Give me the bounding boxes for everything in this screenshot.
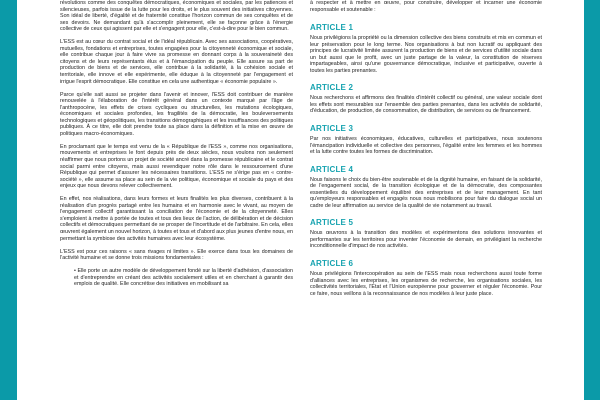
- article-4-text: Nous faisons le choix du bien-être soutenable et de la dignité humaine, en faisant de la solidarité, de l'engagement social, de la transition écologique et de la démocratie, des composantes essentielles du développement équilibré des entreprises et de leur management. En tant qu'employeurs responsables et engagés nous nous mobilisons pour faire du dialogue social un cadre de leur affirmation au service de la qualité de vie notamment au travail.: [310, 176, 542, 209]
- left-paragraph-3: Parce qu'elle sait aussi se projeter dans l'avenir et innover, l'ESS doit contribuer de manière renouvelée à l'élaboration de l'intérêt général dans un contexte marqué par l'âge de l'anthropocène, les effets de crises cycliques ou structurelles, les mutations écologiques, économiques et sociales profondes, les fragilités de la démocratie, les bouleversements technologiques et géopolitiques, les transitions démographiques et les insuffisances des politiques publiques. À ce titre, elle doit prendre toute sa place dans la définition et la mise en œuvre de politiques macro-économiques.: [60, 91, 293, 137]
- article-6-heading: ARTICLE 6: [310, 259, 354, 269]
- left-paragraph-6: L'ESS est pour ces raisons « sans rivages ni limites ». Elle exerce dans tous les domaines de l'activité humaine et se donne trois missions fondamentales :: [60, 248, 293, 262]
- left-text-column: [60, 0, 293, 400]
- article-1-heading: ARTICLE 1: [310, 23, 354, 33]
- left-paragraph-4: En proclamant que le temps est venu de la « République de l'ESS », comme nos organisations, mouvements et entreprises le font depuis près de deux siècles, nous voulons non seulement réaffirmer que nous portons un projet de société ancré dans la promesse républicaine et le contrat social parmi entre citoyens, mais aussi revendiquer notre rôle dans le ressourcement d'une République qui permet d'assurer les nécessaires transitions. L'ESS ne s'érige pas en « contre-société », elle assume sa place au sein de la vie politique, économique et sociale du pays et des enjeux que nous devons relever collectivement.: [60, 143, 293, 190]
- article-4-heading: ARTICLE 4: [310, 164, 354, 174]
- article-3-heading: ARTICLE 3: [310, 124, 354, 134]
- article-3-text: Par nos initiatives économiques, éducatives, culturelles et participatives, nous soutenons l'émancipation individuelle et collective des personnes, l'égalité entre les femmes et les hommes et la lutte contre toutes les formes de discrimination.: [310, 136, 542, 156]
- article-5-heading: ARTICLE 5: [310, 218, 354, 228]
- article-5-text: Nous œuvrons à la transition des modèles et expérimentons des solutions innovantes et performantes sur les territoires pour inventer l'économie de demain, en privilégiant la recherche inconditionnelle d'impact de nos activités.: [310, 230, 542, 250]
- article-2-text: Nous recherchons et affirmons des finalités d'intérêt collectif ou général, une valeur sociale dont les effets sont mesurables sur l'ensemble des parties prenantes, dans les activités de solidarité, d'éducation, de production, de consommation, de distribution, de services ou de financement.: [310, 95, 542, 115]
- right-text-column: [310, 0, 542, 400]
- article-1-text: Nous privilégions la propriété ou la dimension collective des biens construits et mis en commun et leur préservation pour le long terme. Nos organisations à but non lucratif ou appliquant des principes de lucrativité limitée assurent la production de biens et de services d'utilité sociale dans un but aussi que le profit, avec un juste partage de la valeur, la constitution de réserves impartageables, ainsi qu'une gouvernance démocratique, inclusive et participative, ouverte à toutes les parties prenantes.: [310, 35, 542, 74]
- left-paragraph-5: En effet, nos réalisations, dans leurs formes et leurs finalités les plus diverses, contribuent à la réalisation d'un progrès partagé entre les humains et en harmonie avec le vivant, au moyen de l'engagement collectif garantissant la conciliation de l'économie et de la citoyenneté. Elles s'emploient à mettre à portée de toutes et tous des lieux de l'action, de délibération et de décision collectifs et démocratiques permettant de se prosper de l'incertitude et de l'arbitraire. En cela, elles œuvrent également un nouvel horizon, à toutes et tous et d'abord aux plus jeunes d'entre nous, en permettant la symbiose des activités humaines avec leur écosystème.: [60, 196, 293, 242]
- article-2-heading: ARTICLE 2: [310, 83, 354, 93]
- article-6-text: Nous privilégions l'intercoopération au sein de l'ESS mais nous recherchons aussi toute forme d'alliances avec les entreprises, les organismes de recherche, les organisations sociales, les collectivités territoriales, l'État et l'Union européenne pour gouverner et réguler l'économie. Pour ce faire, nous veillons à la reconnaissance de nos modèles à leur juste place.: [310, 271, 542, 297]
- left-paragraph-1: révolutions comme des conquêtes démocratiques, économiques et sociales, par les patiences et silencieuses, parfois issue de la lutte pour les droits, et le plus souvent des initiatives citoyennes. Son idéal de liberté, d'égalité et de fraternité constitue l'horizon commun de ses conquêtes et de ses devoirs. Ne demandant qu'à s'accomplir pleinement, elle se façonne grâce à l'énergie collective de ceux qui agissent par elle et s'engagent pour elle, c'est-à-dire pour le bien commun.: [60, 0, 293, 33]
- right-accent-band: [584, 0, 600, 400]
- right-intro-text: à respecter et à mettre en œuvre, pour construire, développer et incarner une économie responsable et soutenable :: [310, 0, 542, 13]
- left-bullet-paragraph: • Elle porte un autre modèle de développement fondé sur la liberté d'adhésion, d'association et d'entreprendre en créant des activités socialement utiles et en cherchant à garantir des emplois de qualité. Elle concrétise des initiatives en mobilisant sa: [74, 268, 293, 288]
- left-accent-band: [0, 0, 17, 400]
- left-paragraph-2: L'ESS est au cœur du contrat social et de l'idéal républicain. Avec ses associations, coopératives, mutuelles, fondations et entreprises, toutes engagées pour la citoyenneté économique et sociale, elle contribue chaque jour à faire vivre sa promesse en donnant corps à la souveraineté des citoyens et de leurs représentants élus et à l'émancipation du peuple. Elle assure sa part de production de biens et de services, elle contribue à la solidarité, à la cohésion sociale et territoriale, elle innove et elle expérimente, elle éduque à la citoyenneté par l'engagement et irrigue l'esprit démocratique. Elle constitue en cela une authentique « économie populaire ».: [60, 39, 293, 85]
